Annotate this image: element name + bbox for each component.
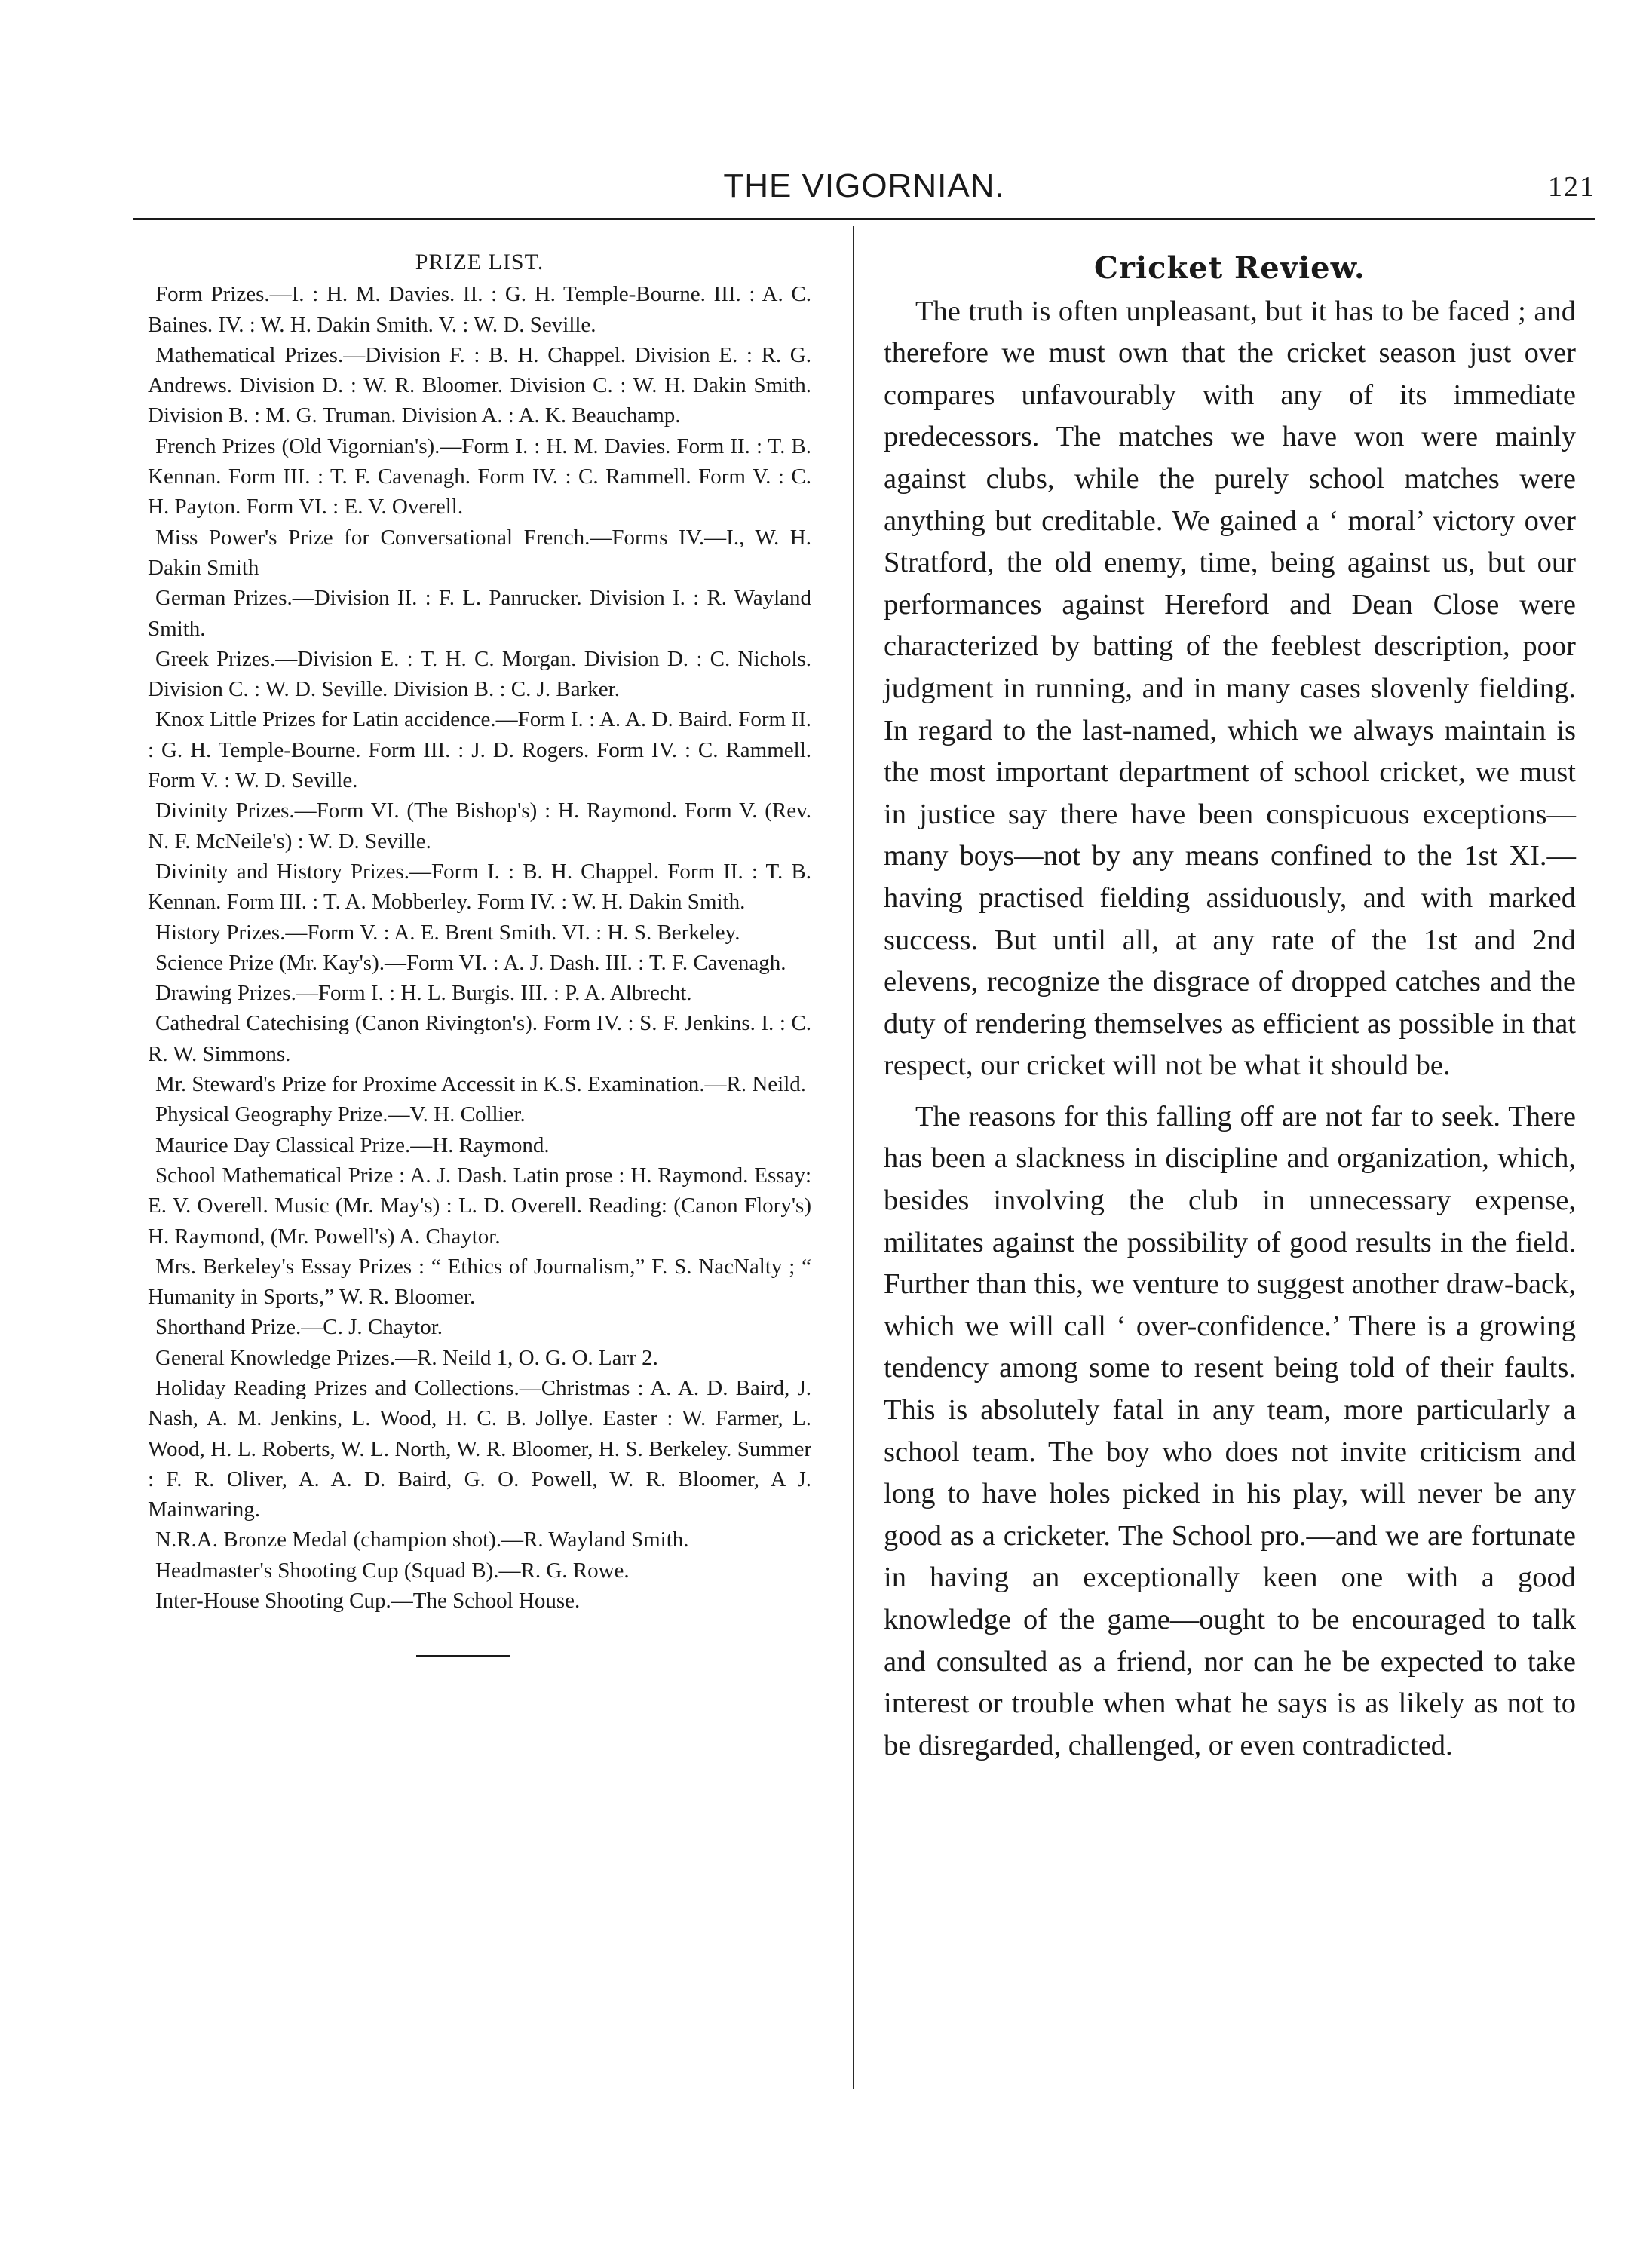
prize-list-column	[148, 247, 811, 1657]
column-divider	[853, 226, 854, 2089]
section-end-rule	[416, 1655, 510, 1657]
prize-item: Physical Geography Prize.—V. H. Collier.	[155, 1102, 526, 1127]
review-paragraph: The truth is often unpleasant, but it has to be faced ; and therefore we must own that the cricket season just over compares unfavourably with any of its immediate predecessors. The matches we have won were mainly against clubs, while the purely school matches were anything but creditable. We gained a ‘ moral’ victory over Stratford, the old enemy, time, being against us, but our performances against Hereford and Dean Close were characterized by batting of the feeblest description, poor judgment in running, and in many cases slovenly fielding. In regard to the last-named, which we always maintain is the most important department of school cricket, we must in justice say there have been conspicuous exceptions—many boys—not by any means confined to the 1st XI.—having practised fielding assiduously, and with marked success. But until all, at any rate of the 1st and 2nd elevens, recognize the disgrace of dropped catches and the duty of rendering themselves as efficient as possible in that respect, our cricket will not be what it should be.	[884, 295, 1576, 1082]
prize-item: Holiday Reading Prizes and Collections.—Christmas : A. A. D. Baird, J. Nash, A. M. Jenkins, L. Wood, H. C. B. Jollye. Easter : W. Farmer, L. Wood, H. L. Roberts, W. L. North, W. R. Bloomer, H. S. Berkeley. Summer : F. R. Oliver, A. A. D. Baird, G. O. Powell, W. R. Bloomer, A J. Mainwaring.	[148, 1375, 811, 1522]
prize-item: Divinity Prizes.—Form VI. (The Bishop's) : H. Raymond. Form V. (Rev. N. F. McNeile's) : W. D. Seville.	[148, 798, 811, 854]
prize-item: Mr. Steward's Prize for Proxime Accessit in K.S. Examination.—R. Neild.	[155, 1072, 807, 1097]
prize-item: Divinity and History Prizes.—Form I. : B. H. Chappel. Form II. : T. B. Kennan. Form III. : T. A. Mobberley. Form IV. : W. H. Dakin Smith.	[148, 859, 811, 915]
header-rule	[133, 218, 1595, 220]
prize-item: Miss Power's Prize for Conversational French.—Forms IV.—I., W. H. Dakin Smith	[148, 525, 811, 580]
prize-item: French Prizes (Old Vigornian's).—Form I. : H. M. Davies. Form II. : T. B. Kennan. Form III. : T. F. Cavenagh. Form IV. : C. Rammell. Form V. : C. H. Payton. Form VI. : E. V. Overell.	[148, 434, 811, 519]
prize-item: Headmaster's Shooting Cup (Squad B).—R. G. Rowe.	[155, 1558, 630, 1583]
prize-item: Form Prizes.—I. : H. M. Davies. II. : G. H. Temple-Bourne. III. : A. C. Baines. IV. : W. H. Dakin Smith. V. : W. D. Seville.	[148, 282, 811, 337]
prize-item: N.R.A. Bronze Medal (champion shot).—R. Wayland Smith.	[155, 1528, 689, 1552]
prize-item: Mathematical Prizes.—Division F. : B. H. Chappel. Division E. : R. G. Andrews. Division D. : W. R. Bloomer. Division C. : W. H. Dakin Smith. Division B. : M. G. Truman. Division A. : A. K. Beauchamp.	[148, 342, 811, 428]
prize-item: German Prizes.—Division II. : F. L. Panrucker. Division I. : R. Wayland Smith.	[148, 586, 811, 641]
prize-item: Knox Little Prizes for Latin accidence.—Form I. : A. A. D. Baird. Form II. : G. H. Temple-Bourne. Form III. : J. D. Rogers. Form IV. : C. Rammell. Form V. : W. D. Seville.	[148, 707, 811, 793]
prize-item: History Prizes.—Form V. : A. E. Brent Smith. VI. : H. S. Berkeley.	[155, 920, 740, 945]
cricket-review-title: Cricket Review.	[1094, 250, 1366, 286]
cricket-review-column	[884, 247, 1576, 1767]
prize-item: Maurice Day Classical Prize.—H. Raymond.	[155, 1132, 550, 1157]
prize-item: Greek Prizes.—Division E. : T. H. C. Morgan. Division D. : C. Nichols. Division C. : W. D. Seville. Division B. : C. J. Barker.	[148, 646, 811, 702]
prize-item: General Knowledge Prizes.—R. Neild 1, O. G. O. Larr 2.	[155, 1345, 658, 1370]
prize-item: Inter-House Shooting Cup.—The School House.	[155, 1589, 581, 1614]
journal-title: THE VIGORNIAN.	[723, 167, 1005, 204]
prize-item: School Mathematical Prize : A. J. Dash. Latin prose : H. Raymond. Essay: E. V. Overell. Music (Mr. May's) : L. D. Overell. Reading: (Canon Flory's) H. Raymond, (Mr. Powell's) A. Chaytor.	[148, 1163, 811, 1249]
prize-item: Science Prize (Mr. Kay's).—Form VI. : A. J. Dash. III. : T. F. Cavenagh.	[155, 950, 786, 975]
page-number: 121	[1548, 171, 1595, 203]
page-header	[133, 167, 1595, 213]
prize-item: Mrs. Berkeley's Essay Prizes : “ Ethics of Journalism,” F. S. NacNalty ; “ Humanity in Sports,” W. R. Bloomer.	[148, 1254, 811, 1310]
prize-list-heading: PRIZE LIST.	[415, 250, 544, 274]
review-paragraph: The reasons for this falling off are not far to seek. There has been a slackness in discipline and organization, which, besides involving the club in unnecessary expense, militates against the possibility of good results in the field. Further than this, we venture to suggest another draw-back, which we will call ‘ over-confidence.’ There is a growing tendency among some to resent being told of their faults. This is absolutely fatal in any team, more particularly a school team. The boy who does not invite criticism and long to have holes picked in his play, will never be any good as a cricketer. The School pro.—and we are fortunate in having an exceptionally keen one with a good knowledge of the game—ought to be encouraged to talk and consulted as a friend, nor can he be expected to take interest or trouble when what he says is as likely as not to be disregarded, challenged, or even contradicted.	[884, 1100, 1576, 1761]
prize-item: Shorthand Prize.—C. J. Chaytor.	[155, 1315, 443, 1340]
prize-item: Drawing Prizes.—Form I. : H. L. Burgis. III. : P. A. Albrecht.	[155, 981, 692, 1006]
prize-item: Cathedral Catechising (Canon Rivington's). Form IV. : S. F. Jenkins. I. : C. R. W. Simmons.	[148, 1011, 811, 1066]
